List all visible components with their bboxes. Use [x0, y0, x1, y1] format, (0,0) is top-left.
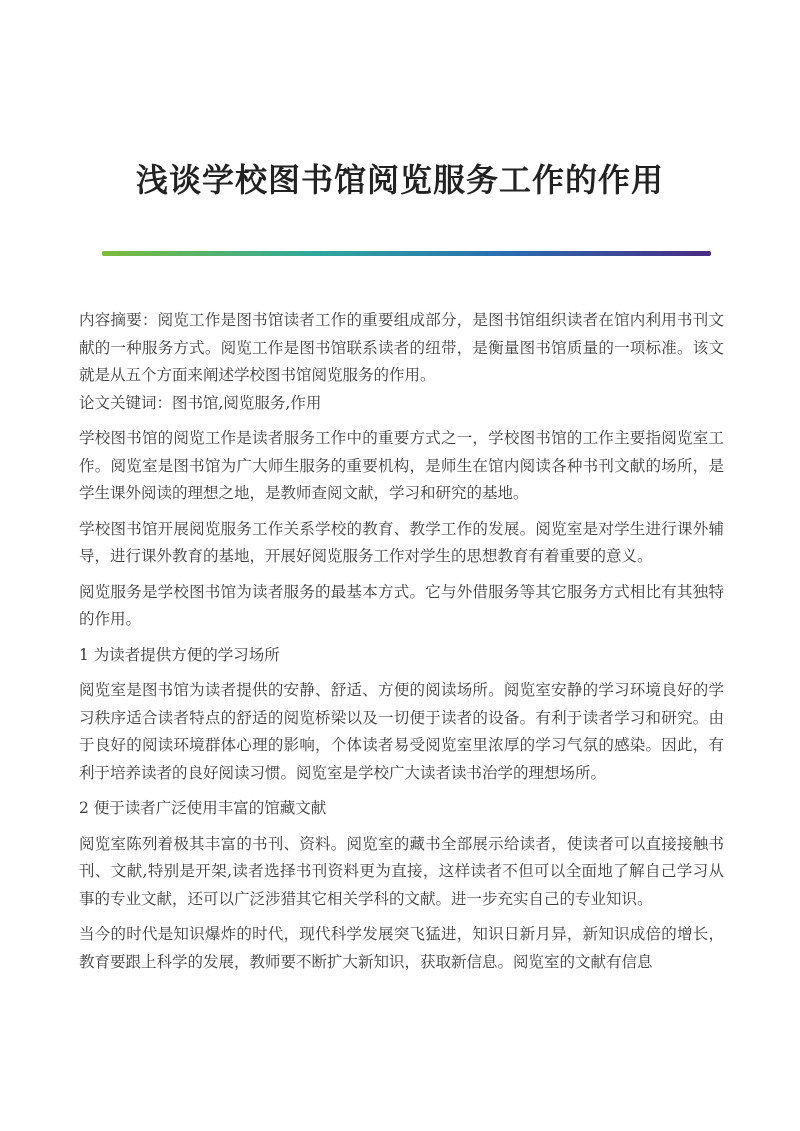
document-body	[79, 307, 724, 984]
body-paragraph: 阅览室是图书馆为读者提供的安静、舒适、方便的阅读场所。阅览室安静的学习环境良好的学习秩序适合读者特点的舒适的阅览桥梁以及一切便于读者的设备。有利于读者学习和研究。由于良好的阅读环境群体心理的影响，个体读者易受阅览室里浓厚的学习气氛的感染。因此，有利于培养读者的良好阅读习惯。阅览室是学校广大读者读书治学的理想场所。	[79, 681, 724, 782]
abstract-paragraph: 内容摘要：阅览工作是图书馆读者工作的重要组成部分，是图书馆组织读者在馆内利用书刊文献的一种服务方式。阅览工作是图书馆联系读者的纽带，是衡量图书馆质量的一项标准。该文就是从五个方面来阐述学校图书馆阅览服务的作用。	[79, 311, 724, 384]
title-divider	[102, 251, 711, 256]
body-paragraph: 阅览室陈列着极其丰富的书刊、资料。阅览室的藏书全部展示给读者，使读者可以直接接触书刊、文献,特别是开架,读者选择书刊资料更为直接，这样读者不但可以全面地了解自己学习从事的专业文献，还可以广泛涉猎其它相关学科的文献。进一步充实自己的专业知识。	[79, 834, 724, 908]
body-paragraph: 阅览服务是学校图书馆为读者服务的最基本方式。它与外借服务等其它服务方式相比有其独特的作用。	[79, 582, 724, 628]
keywords-line: 论文关键词：图书馆,阅览服务,作用	[79, 393, 322, 412]
body-paragraph: 学校图书馆开展阅览服务工作关系学校的教育、教学工作的发展。阅览室是对学生进行课外辅导，进行课外教育的基地，开展好阅览服务工作对学生的思想教育有着重要的意义。	[79, 519, 724, 565]
body-paragraph: 学校图书馆的阅览工作是读者服务工作中的重要方式之一，学校图书馆的工作主要指阅览室工作。阅览室是图书馆为广大师生服务的重要机构，是师生在馆内阅读各种书刊文献的场所，是学生课外阅读的理想之地，是教师查阅文献，学习和研究的基地。	[79, 429, 724, 502]
section-heading: 2 便于读者广泛使用丰富的馆藏文献	[79, 799, 327, 817]
document-title: 浅谈学校图书馆阅览服务工作的作用	[135, 161, 664, 199]
body-paragraph: 当今的时代是知识爆炸的时代，现代科学发展突飞猛进，知识日新月异，新知识成倍的增长，教育要跟上科学的发展，教师要不断扩大新知识，获取新信息。阅览室的文献有信息	[79, 925, 724, 971]
section-heading: 1 为读者提供方便的学习场所	[79, 645, 280, 664]
